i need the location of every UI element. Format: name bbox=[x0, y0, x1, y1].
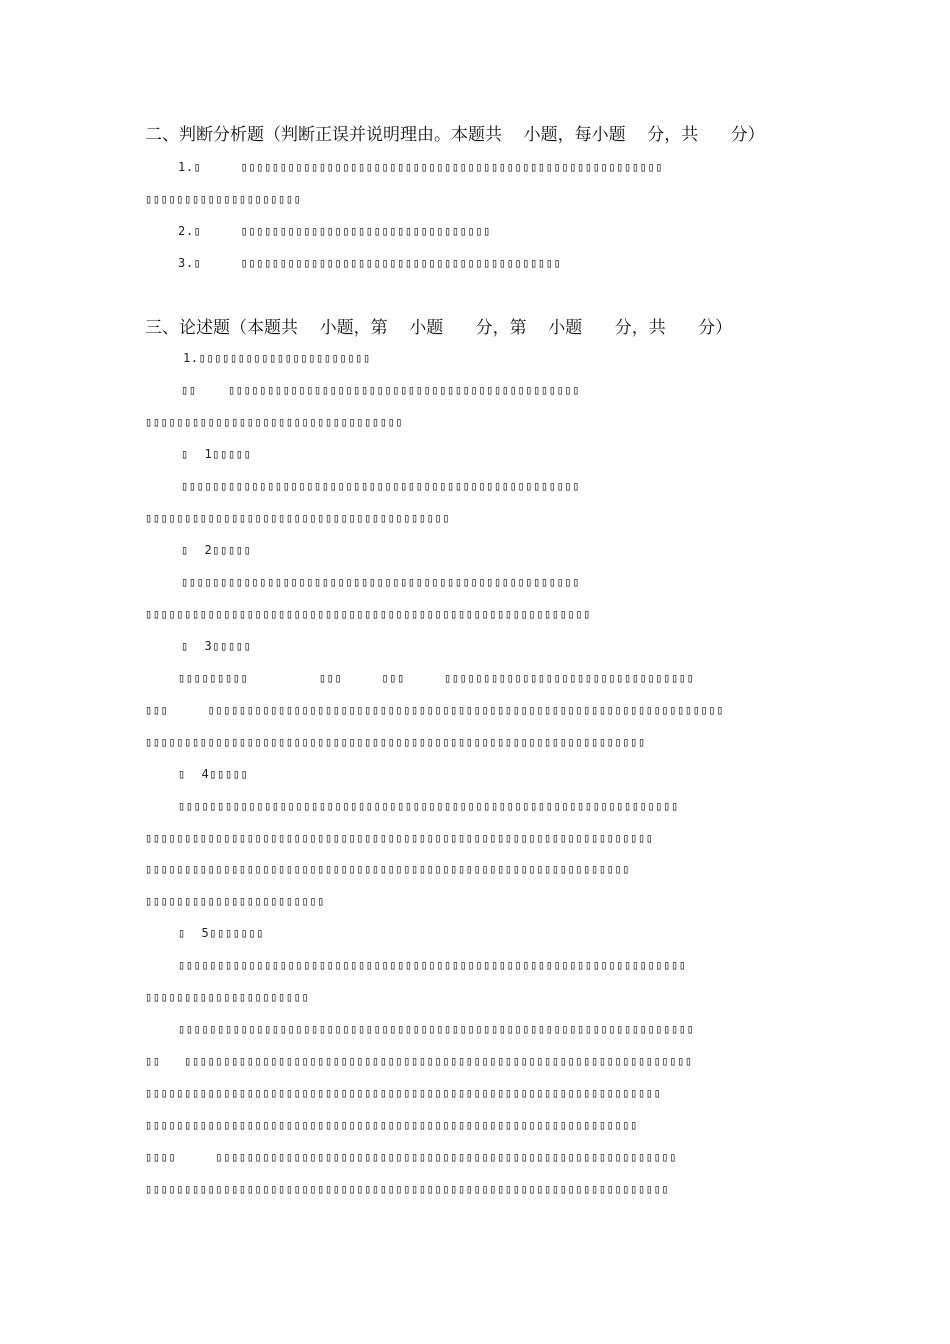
text-line: ▯▯▯▯▯▯▯▯▯▯▯▯▯▯▯▯▯▯▯▯▯▯▯▯▯▯▯▯▯▯▯▯▯▯▯▯▯▯▯▯▯▯▯▯▯▯▯▯▯▯▯▯▯▯▯▯▯▯▯▯▯▯▯▯ bbox=[145, 735, 646, 749]
text-line: 3.▯ ▯▯▯▯▯▯▯▯▯▯▯▯▯▯▯▯▯▯▯▯▯▯▯▯▯▯▯▯▯▯▯▯▯▯▯▯▯▯▯▯▯ bbox=[178, 256, 562, 270]
section-2-heading: 二、判断分析题（判断正误并说明理由。本题共 小题，每小题 分，共 分） bbox=[145, 125, 765, 145]
text-line: ▯▯▯▯▯▯▯▯▯▯▯▯▯▯▯▯▯▯▯▯▯▯▯▯▯▯▯▯▯▯▯▯▯▯▯▯▯▯▯▯▯▯▯▯▯▯▯▯▯▯▯ bbox=[181, 575, 581, 589]
text-line: ▯ 1▯▯▯▯▯ bbox=[181, 447, 252, 461]
text-line: ▯▯▯▯▯▯▯▯▯▯▯▯▯▯▯▯▯▯▯▯▯▯▯▯▯▯▯▯▯▯▯▯▯▯▯▯▯▯▯▯▯▯▯▯▯▯▯▯▯▯▯ bbox=[181, 479, 581, 493]
text-line: ▯▯▯▯▯▯▯▯▯▯▯▯▯▯▯▯▯▯▯▯▯▯▯▯▯▯▯▯▯▯▯▯▯▯▯▯▯▯▯▯▯▯▯▯▯▯▯▯▯▯▯▯▯▯▯▯▯▯▯▯▯▯ bbox=[145, 862, 631, 876]
text-line: ▯▯▯▯▯▯▯▯▯▯▯▯▯▯▯▯▯▯▯▯▯▯▯▯▯▯▯▯▯▯▯▯▯▯▯▯▯▯▯▯▯▯▯▯▯▯▯▯▯▯▯▯▯▯▯▯▯▯▯▯▯▯▯▯▯ bbox=[145, 831, 654, 845]
text-line: ▯ 2▯▯▯▯▯ bbox=[181, 543, 252, 557]
text-line: ▯ 5▯▯▯▯▯▯▯ bbox=[178, 926, 265, 940]
text-line: ▯ 3▯▯▯▯▯ bbox=[181, 639, 252, 653]
text-line: ▯▯▯▯▯▯▯▯▯▯▯▯▯▯▯▯▯▯▯▯▯▯▯▯▯▯▯▯▯▯▯▯▯▯▯▯▯▯▯▯▯▯▯▯▯▯▯▯▯▯▯▯▯▯▯▯▯▯▯▯▯▯▯ bbox=[145, 1118, 638, 1132]
text-line: ▯▯▯▯▯▯▯▯▯▯▯▯▯▯▯▯▯▯▯▯▯▯▯ bbox=[145, 894, 325, 908]
text-line: ▯▯▯▯▯▯▯▯▯▯▯▯▯▯▯▯▯▯▯▯▯▯▯▯▯▯▯▯▯▯▯▯▯ bbox=[145, 415, 404, 429]
text-line: 1.▯▯▯▯▯▯▯▯▯▯▯▯▯▯▯▯▯▯▯▯▯▯ bbox=[183, 351, 371, 365]
text-line: ▯▯▯ ▯▯▯▯▯▯▯▯▯▯▯▯▯▯▯▯▯▯▯▯▯▯▯▯▯▯▯▯▯▯▯▯▯▯▯▯▯▯▯▯▯▯▯▯▯▯▯▯▯▯▯▯▯▯▯▯▯▯▯▯▯▯▯▯▯▯ bbox=[145, 703, 725, 717]
text-line: 2.▯ ▯▯▯▯▯▯▯▯▯▯▯▯▯▯▯▯▯▯▯▯▯▯▯▯▯▯▯▯▯▯▯▯ bbox=[178, 224, 491, 238]
text-line: ▯ 4▯▯▯▯▯ bbox=[178, 767, 249, 781]
text-line: 1.▯ ▯▯▯▯▯▯▯▯▯▯▯▯▯▯▯▯▯▯▯▯▯▯▯▯▯▯▯▯▯▯▯▯▯▯▯▯▯▯▯▯▯▯▯▯▯▯▯▯▯▯▯▯▯▯ bbox=[178, 160, 664, 174]
text-line: ▯▯▯▯▯▯▯▯▯▯▯▯▯▯▯▯▯▯▯▯▯▯▯▯▯▯▯▯▯▯▯▯▯▯▯▯▯▯▯▯▯▯▯▯▯▯▯▯▯▯▯▯▯▯▯▯▯▯▯▯▯▯▯▯▯▯▯ bbox=[145, 1182, 670, 1196]
text-line: ▯▯▯▯▯▯▯▯▯▯▯▯▯▯▯▯▯▯▯▯▯▯▯▯▯▯▯▯▯▯▯▯▯▯▯▯▯▯▯▯▯▯▯▯▯▯▯▯▯▯▯▯▯▯▯▯▯▯▯▯▯▯▯▯▯▯ bbox=[178, 1022, 695, 1036]
section-3-heading: 三、论述题（本题共 小题，第 小题 分，第 小题 分，共 分） bbox=[145, 318, 733, 338]
text-line: ▯▯▯▯▯▯▯▯▯▯▯▯▯▯▯▯▯▯▯▯▯▯▯▯▯▯▯▯▯▯▯▯▯▯▯▯▯▯▯ bbox=[145, 511, 451, 525]
text-line: ▯▯ ▯▯▯▯▯▯▯▯▯▯▯▯▯▯▯▯▯▯▯▯▯▯▯▯▯▯▯▯▯▯▯▯▯▯▯▯▯▯▯▯▯▯▯▯▯▯▯▯▯▯▯▯▯▯▯▯▯▯▯▯▯▯▯▯▯ bbox=[145, 1054, 693, 1068]
text-line: ▯▯▯▯▯▯▯▯▯ ▯▯▯ ▯▯▯ ▯▯▯▯▯▯▯▯▯▯▯▯▯▯▯▯▯▯▯▯▯▯▯▯▯▯▯▯▯▯▯▯ bbox=[178, 671, 695, 685]
text-line: ▯▯▯▯▯▯▯▯▯▯▯▯▯▯▯▯▯▯▯▯▯ bbox=[145, 990, 310, 1004]
text-line: ▯▯▯▯▯▯▯▯▯▯▯▯▯▯▯▯▯▯▯▯▯▯▯▯▯▯▯▯▯▯▯▯▯▯▯▯▯▯▯▯▯▯▯▯▯▯▯▯▯▯▯▯▯▯▯▯▯▯▯▯▯▯▯▯ bbox=[178, 799, 679, 813]
text-line: ▯▯▯▯ ▯▯▯▯▯▯▯▯▯▯▯▯▯▯▯▯▯▯▯▯▯▯▯▯▯▯▯▯▯▯▯▯▯▯▯▯▯▯▯▯▯▯▯▯▯▯▯▯▯▯▯▯▯▯▯▯▯▯▯ bbox=[145, 1150, 678, 1164]
text-line: ▯▯▯▯▯▯▯▯▯▯▯▯▯▯▯▯▯▯▯▯▯▯▯▯▯▯▯▯▯▯▯▯▯▯▯▯▯▯▯▯▯▯▯▯▯▯▯▯▯▯▯▯▯▯▯▯▯▯▯▯▯▯▯▯▯ bbox=[178, 958, 687, 972]
text-line: ▯▯▯▯▯▯▯▯▯▯▯▯▯▯▯▯▯▯▯▯▯▯▯▯▯▯▯▯▯▯▯▯▯▯▯▯▯▯▯▯▯▯▯▯▯▯▯▯▯▯▯▯▯▯▯▯▯ bbox=[145, 607, 592, 621]
text-line: ▯▯▯▯▯▯▯▯▯▯▯▯▯▯▯▯▯▯▯▯▯▯▯▯▯▯▯▯▯▯▯▯▯▯▯▯▯▯▯▯▯▯▯▯▯▯▯▯▯▯▯▯▯▯▯▯▯▯▯▯▯▯▯▯▯▯ bbox=[145, 1086, 662, 1100]
text-line: ▯▯▯▯▯▯▯▯▯▯▯▯▯▯▯▯▯▯▯▯ bbox=[145, 192, 302, 206]
text-line: ▯▯ ▯▯▯▯▯▯▯▯▯▯▯▯▯▯▯▯▯▯▯▯▯▯▯▯▯▯▯▯▯▯▯▯▯▯▯▯▯▯▯▯▯▯▯▯▯ bbox=[181, 383, 581, 397]
